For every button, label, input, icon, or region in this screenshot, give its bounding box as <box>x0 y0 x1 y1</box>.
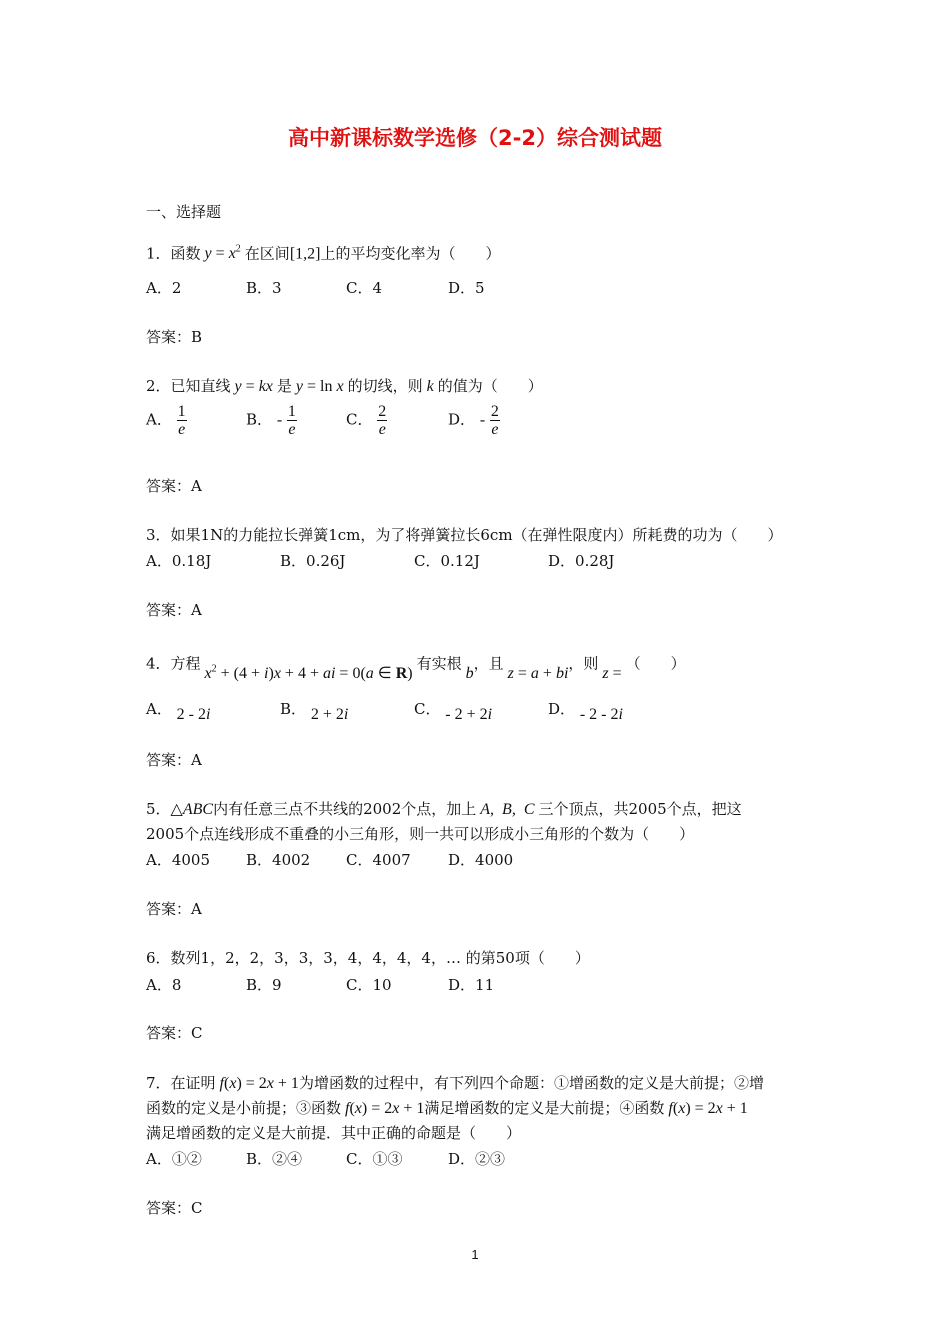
option-d: D．11 <box>448 976 495 994</box>
answer-5: 答案：A <box>146 900 202 918</box>
option-a: A． 2 - 2i <box>146 700 211 723</box>
option-a: A．①② <box>146 1150 202 1168</box>
answer-3: 答案：A <box>146 601 202 619</box>
question-1: 1．函数 $y = x^2$ 在区间[1,2]上的平均变化率为（ ） <box>146 244 501 263</box>
document-title: 高中新课标数学选修（2-2）综合测试题 <box>288 126 662 150</box>
answer-6: 答案：C <box>146 1024 203 1042</box>
question-6: 6．数列1，2，2，3，3，3，4，4，4，4，… 的第50项（ ） <box>146 949 590 967</box>
question-3: 3．如果1N的力能拉长弹簧1cm，为了将弹簧拉长6cm（在弹性限度内）所耗费的功为（ ） <box>146 526 783 544</box>
page-number: 1 <box>471 1247 479 1262</box>
option-c: C．①③ <box>346 1150 403 1168</box>
option-d: D． - $\frac{2}{e}$ <box>448 403 499 438</box>
option-b: B． - $\frac{1}{e}$ <box>246 403 296 438</box>
option-c: C．0.12J <box>414 552 480 570</box>
question-2: 2．已知直线 y = kx 是 y = ln x 的切线，则 k 的值为（ ） <box>146 377 543 395</box>
question-5-line-2: 2005个点连线形成不重叠的小三角形，则一共可以形成小三角形的个数为（ ） <box>146 825 695 843</box>
question-7-line-3: 满足增函数的定义是大前提．其中正确的命题是（ ） <box>146 1124 522 1142</box>
option-c: C． $\frac{2}{e}$ <box>346 403 387 438</box>
question-7: 7．在证明 f(x) = 2x + 1为增函数的过程中，有下列四个命题：①增函数的定义是大前提；②增 <box>146 1074 764 1092</box>
option-c: C． - 2 + 2i <box>414 700 493 723</box>
option-d: D．5 <box>448 279 485 297</box>
option-d: D．0.28J <box>548 552 615 570</box>
option-a: A．2 <box>146 279 182 297</box>
option-b: B．3 <box>246 279 282 297</box>
question-4: 4．方程 $x^2 + (4 + i)x + 4$ + ai = 0(a ∈ R) 有实根 b，且 z = a + bi，则 z = （ ） <box>146 654 686 683</box>
option-d: D．4000 <box>448 851 514 869</box>
answer-2: 答案：A <box>146 477 202 495</box>
answer-1: 答案：B <box>146 328 203 346</box>
option-c: C．10 <box>346 976 392 994</box>
formula: $y = x^2$ <box>204 244 241 263</box>
answer-4: 答案：A <box>146 751 202 769</box>
option-a: A． $\frac{1}{e}$ <box>146 403 186 438</box>
option-c: C．4 <box>346 279 383 297</box>
answer-7: 答案：C <box>146 1199 203 1217</box>
option-c: C．4007 <box>346 851 411 869</box>
option-b: B．②④ <box>246 1150 303 1168</box>
option-a: A．4005 <box>146 851 211 869</box>
question-5: 5．△ABC内有任意三点不共线的2002个点，加上 A, B, C 三个顶点，共2005个点，把这 <box>146 800 742 818</box>
option-d: D． - 2 - 2i <box>548 700 623 723</box>
option-a: A．0.18J <box>146 552 212 570</box>
option-d: D．②③ <box>448 1150 506 1168</box>
section-heading: 一、选择题 <box>146 203 222 221</box>
option-b: B． 2 + 2i <box>280 700 349 723</box>
option-b: B．0.26J <box>280 552 346 570</box>
option-b: B．4002 <box>246 851 311 869</box>
option-a: A．8 <box>146 976 182 994</box>
option-b: B．9 <box>246 976 282 994</box>
question-7-line-2: 函数的定义是小前提；③函数 f(x) = 2x + 1满足增函数的定义是大前提；④函数 f(x) = 2x + 1 <box>146 1099 748 1117</box>
